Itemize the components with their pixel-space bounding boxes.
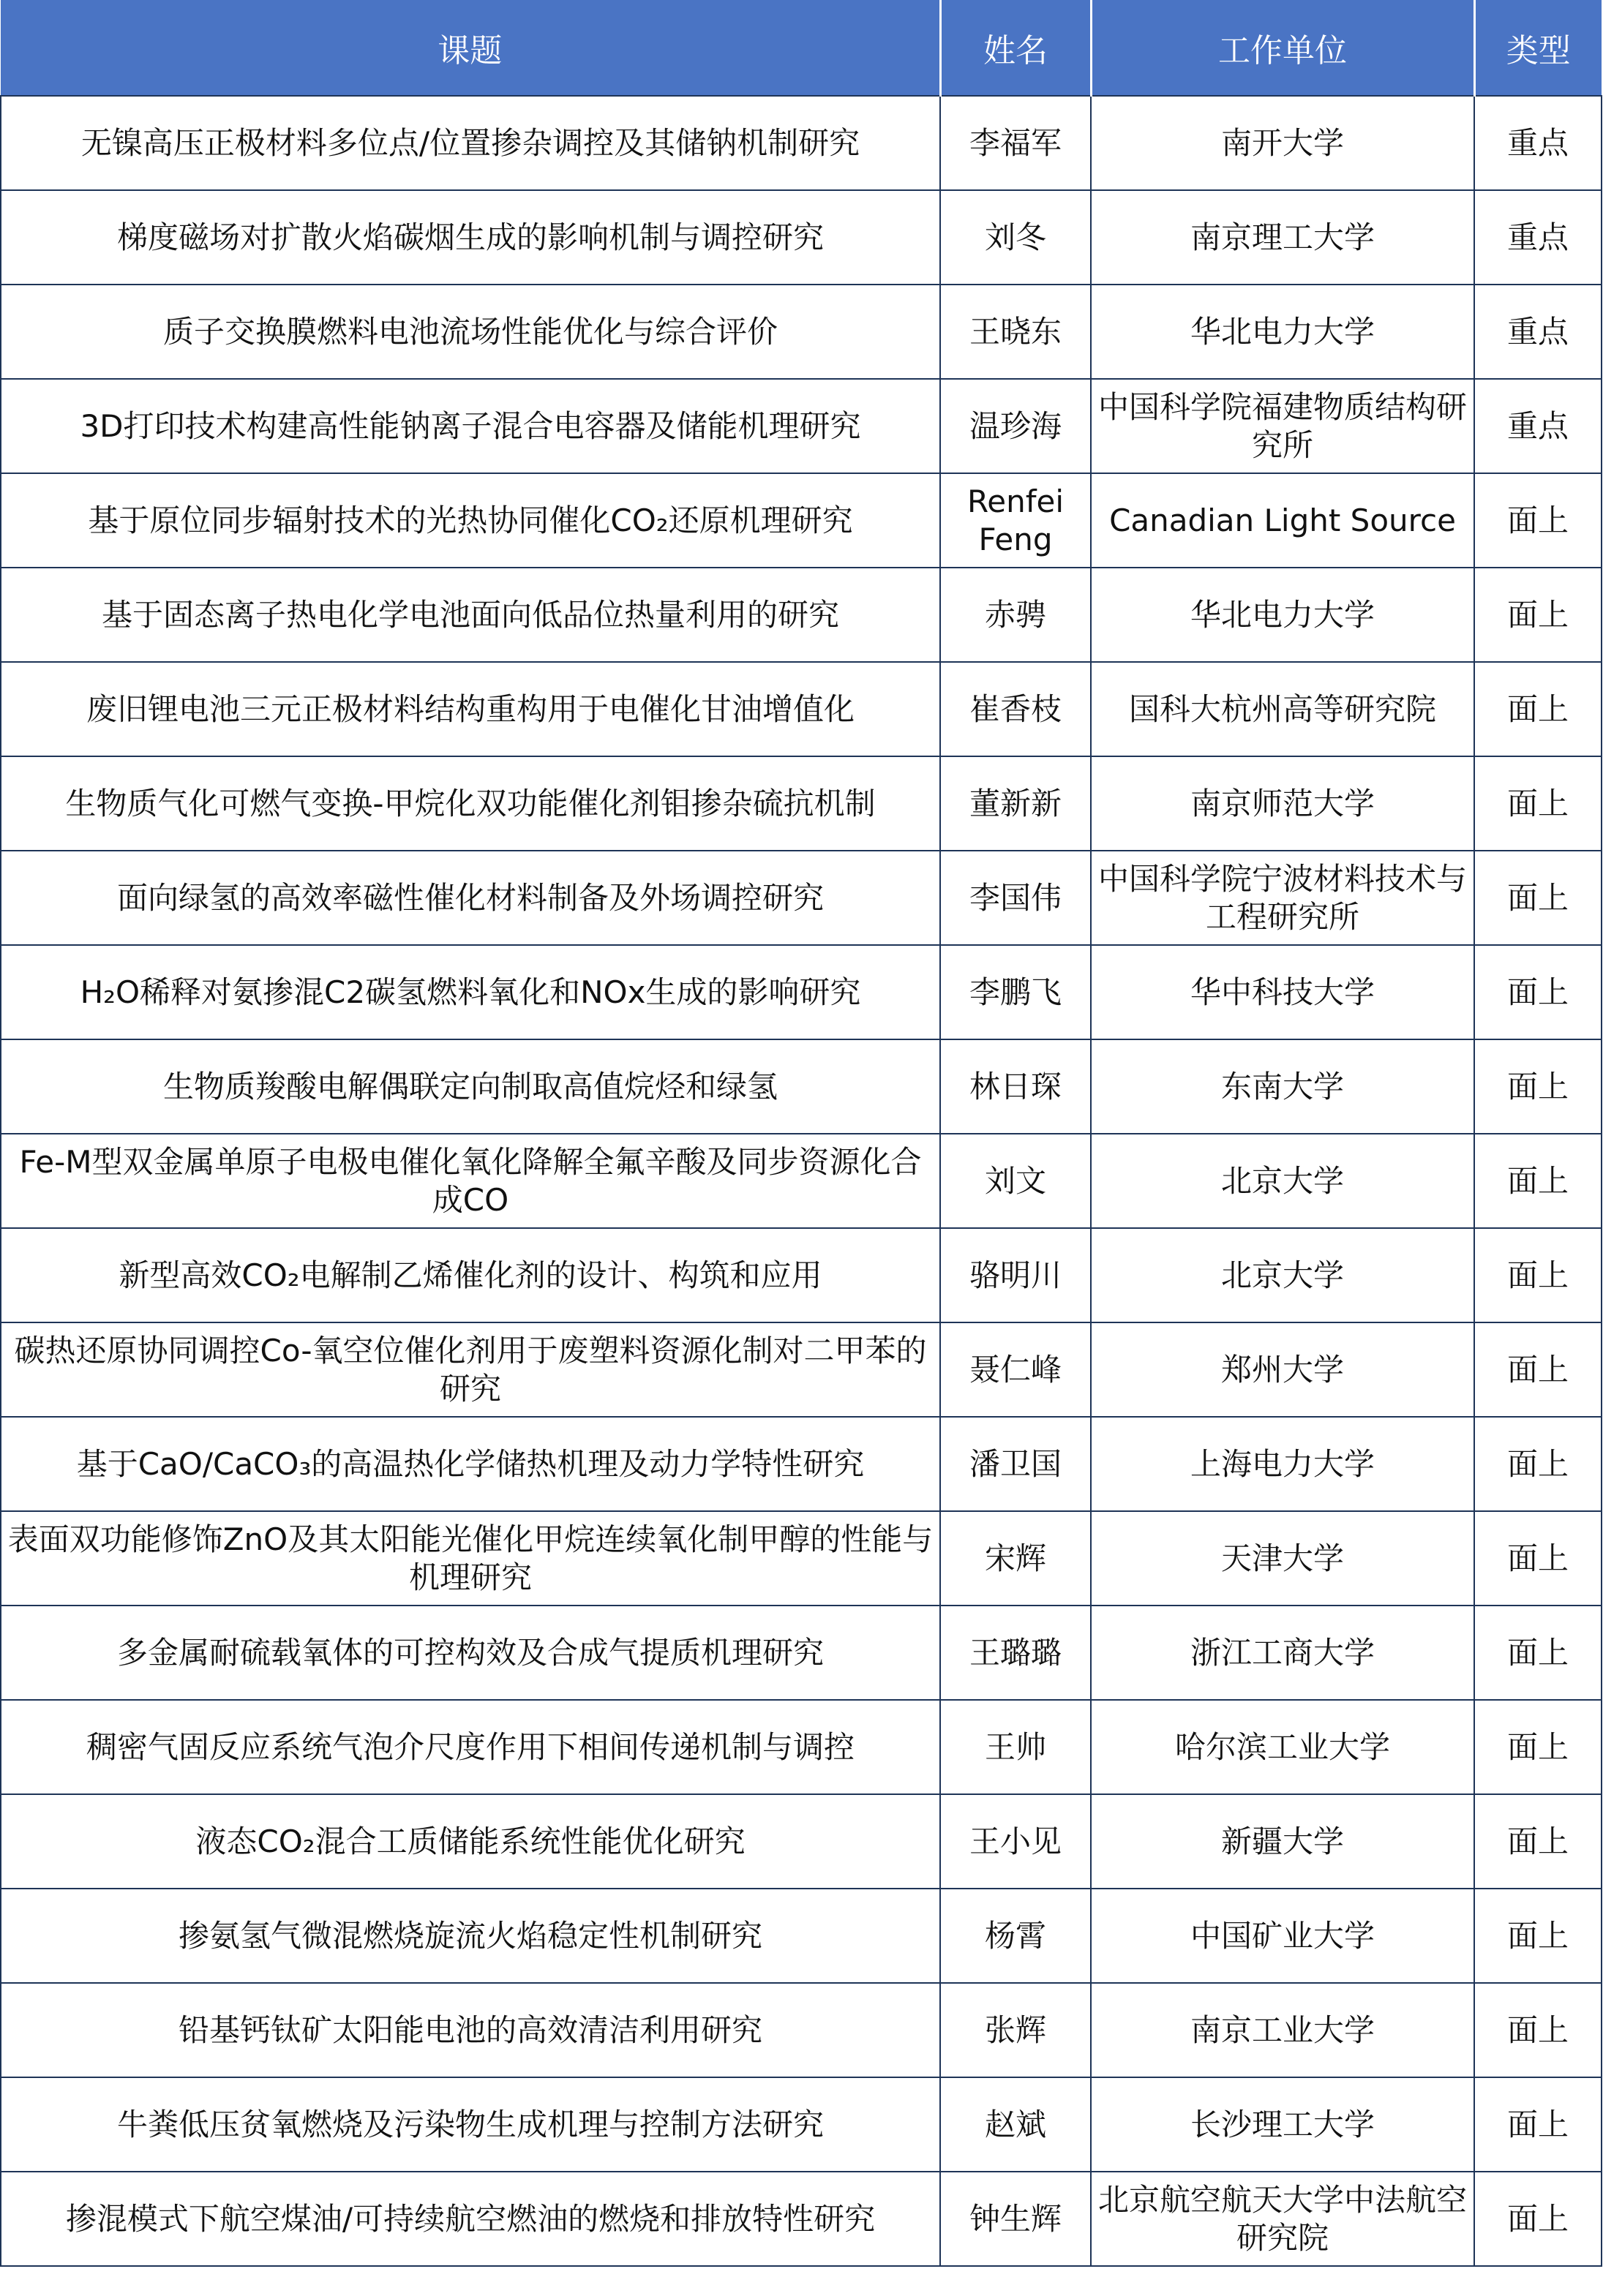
table-row <box>1 379 1602 473</box>
table-row <box>1 1039 1602 1134</box>
cell-topic: 稠密气固反应系统气泡介尺度作用下相间传递机制与调控 <box>1 1700 940 1794</box>
table-body <box>1 96 1602 2266</box>
cell-name: 宋辉 <box>940 1511 1091 1606</box>
cell-topic: 液态CO₂混合工质储能系统性能优化研究 <box>1 1794 940 1889</box>
cell-name: 温珍海 <box>940 379 1091 473</box>
cell-name: 赵斌 <box>940 2077 1091 2172</box>
cell-type: 面上 <box>1474 1794 1602 1889</box>
table-row <box>1 1228 1602 1322</box>
table-row <box>1 190 1602 285</box>
table-row <box>1 1700 1602 1794</box>
cell-type: 面上 <box>1474 851 1602 945</box>
cell-unit: 华北电力大学 <box>1091 568 1474 662</box>
cell-topic: 梯度磁场对扩散火焰碳烟生成的影响机制与调控研究 <box>1 190 940 285</box>
cell-unit: 中国科学院福建物质结构研究所 <box>1091 379 1474 473</box>
cell-type: 面上 <box>1474 756 1602 851</box>
cell-unit: 南开大学 <box>1091 96 1474 190</box>
header-row <box>1 0 1602 96</box>
cell-unit: Canadian Light Source <box>1091 473 1474 568</box>
header-unit: 工作单位 <box>1091 0 1474 96</box>
cell-type: 面上 <box>1474 2077 1602 2172</box>
header-type: 类型 <box>1474 0 1602 96</box>
table-row <box>1 756 1602 851</box>
cell-name: 钟生辉 <box>940 2172 1091 2266</box>
cell-type: 重点 <box>1474 285 1602 379</box>
cell-unit: 新疆大学 <box>1091 1794 1474 1889</box>
cell-unit: 南京工业大学 <box>1091 1983 1474 2077</box>
table-header <box>1 0 1602 96</box>
cell-unit: 南京理工大学 <box>1091 190 1474 285</box>
cell-type: 面上 <box>1474 473 1602 568</box>
cell-unit: 北京大学 <box>1091 1228 1474 1322</box>
table-row <box>1 851 1602 945</box>
cell-name: 骆明川 <box>940 1228 1091 1322</box>
table-row <box>1 1889 1602 1983</box>
cell-unit: 天津大学 <box>1091 1511 1474 1606</box>
header-name: 姓名 <box>940 0 1091 96</box>
cell-topic: H₂O稀释对氨掺混C2碳氢燃料氧化和NOx生成的影响研究 <box>1 945 940 1039</box>
cell-type: 面上 <box>1474 1983 1602 2077</box>
cell-unit: 北京航空航天大学中法航空研究院 <box>1091 2172 1474 2266</box>
cell-unit: 中国科学院宁波材料技术与工程研究所 <box>1091 851 1474 945</box>
cell-unit: 浙江工商大学 <box>1091 1606 1474 1700</box>
cell-topic: 新型高效CO₂电解制乙烯催化剂的设计、构筑和应用 <box>1 1228 940 1322</box>
cell-name: 崔香枝 <box>940 662 1091 756</box>
cell-name: 杨霄 <box>940 1889 1091 1983</box>
cell-topic: 表面双功能修饰ZnO及其太阳能光催化甲烷连续氧化制甲醇的性能与机理研究 <box>1 1511 940 1606</box>
cell-type: 面上 <box>1474 2172 1602 2266</box>
cell-unit: 上海电力大学 <box>1091 1417 1474 1511</box>
cell-unit: 东南大学 <box>1091 1039 1474 1134</box>
cell-type: 面上 <box>1474 1889 1602 1983</box>
table-row <box>1 1794 1602 1889</box>
cell-topic: 牛粪低压贫氧燃烧及污染物生成机理与控制方法研究 <box>1 2077 940 2172</box>
cell-topic: 铅基钙钛矿太阳能电池的高效清洁利用研究 <box>1 1983 940 2077</box>
cell-unit: 哈尔滨工业大学 <box>1091 1700 1474 1794</box>
cell-name: Renfei Feng <box>940 473 1091 568</box>
cell-name: 王晓东 <box>940 285 1091 379</box>
cell-type: 面上 <box>1474 1606 1602 1700</box>
table-row <box>1 662 1602 756</box>
cell-topic: 基于CaO/CaCO₃的高温热化学储热机理及动力学特性研究 <box>1 1417 940 1511</box>
cell-unit: 南京师范大学 <box>1091 756 1474 851</box>
cell-unit: 郑州大学 <box>1091 1322 1474 1417</box>
table-row <box>1 568 1602 662</box>
cell-topic: 废旧锂电池三元正极材料结构重构用于电催化甘油增值化 <box>1 662 940 756</box>
cell-type: 面上 <box>1474 568 1602 662</box>
cell-topic: 基于原位同步辐射技术的光热协同催化CO₂还原机理研究 <box>1 473 940 568</box>
cell-topic: 生物质羧酸电解偶联定向制取高值烷烃和绿氢 <box>1 1039 940 1134</box>
table-row <box>1 1511 1602 1606</box>
cell-unit: 国科大杭州高等研究院 <box>1091 662 1474 756</box>
cell-type: 面上 <box>1474 1134 1602 1228</box>
table-row <box>1 96 1602 190</box>
cell-name: 刘文 <box>940 1134 1091 1228</box>
cell-name: 王帅 <box>940 1700 1091 1794</box>
cell-name: 王璐璐 <box>940 1606 1091 1700</box>
table-row <box>1 473 1602 568</box>
cell-name: 李国伟 <box>940 851 1091 945</box>
cell-topic: 生物质气化可燃气变换-甲烷化双功能催化剂钼掺杂硫抗机制 <box>1 756 940 851</box>
cell-unit: 华中科技大学 <box>1091 945 1474 1039</box>
cell-type: 面上 <box>1474 662 1602 756</box>
cell-topic: 掺混模式下航空煤油/可持续航空燃油的燃烧和排放特性研究 <box>1 2172 940 2266</box>
table-row <box>1 1322 1602 1417</box>
cell-name: 李鹏飞 <box>940 945 1091 1039</box>
cell-name: 聂仁峰 <box>940 1322 1091 1417</box>
cell-type: 重点 <box>1474 379 1602 473</box>
cell-name: 张辉 <box>940 1983 1091 2077</box>
cell-type: 面上 <box>1474 1700 1602 1794</box>
cell-unit: 中国矿业大学 <box>1091 1889 1474 1983</box>
table-row <box>1 1417 1602 1511</box>
table-row <box>1 285 1602 379</box>
cell-unit: 长沙理工大学 <box>1091 2077 1474 2172</box>
header-topic: 课题 <box>1 0 940 96</box>
table-row <box>1 2077 1602 2172</box>
cell-topic: 基于固态离子热电化学电池面向低品位热量利用的研究 <box>1 568 940 662</box>
table-row <box>1 1983 1602 2077</box>
cell-type: 面上 <box>1474 1039 1602 1134</box>
cell-topic: 无镍高压正极材料多位点/位置掺杂调控及其储钠机制研究 <box>1 96 940 190</box>
cell-name: 王小见 <box>940 1794 1091 1889</box>
cell-type: 面上 <box>1474 945 1602 1039</box>
table-row <box>1 1134 1602 1228</box>
cell-type: 面上 <box>1474 1228 1602 1322</box>
cell-name: 赤骋 <box>940 568 1091 662</box>
cell-unit: 华北电力大学 <box>1091 285 1474 379</box>
cell-topic: 质子交换膜燃料电池流场性能优化与综合评价 <box>1 285 940 379</box>
cell-topic: 3D打印技术构建高性能钠离子混合电容器及储能机理研究 <box>1 379 940 473</box>
cell-unit: 北京大学 <box>1091 1134 1474 1228</box>
cell-type: 面上 <box>1474 1417 1602 1511</box>
cell-type: 面上 <box>1474 1511 1602 1606</box>
cell-topic: 碳热还原协同调控Co-氧空位催化剂用于废塑料资源化制对二甲苯的研究 <box>1 1322 940 1417</box>
cell-name: 李福军 <box>940 96 1091 190</box>
cell-topic: 面向绿氢的高效率磁性催化材料制备及外场调控研究 <box>1 851 940 945</box>
cell-topic: 多金属耐硫载氧体的可控构效及合成气提质机理研究 <box>1 1606 940 1700</box>
cell-name: 董新新 <box>940 756 1091 851</box>
cell-name: 潘卫国 <box>940 1417 1091 1511</box>
cell-type: 面上 <box>1474 1322 1602 1417</box>
cell-type: 重点 <box>1474 190 1602 285</box>
cell-topic: Fe-M型双金属单原子电极电催化氧化降解全氟辛酸及同步资源化合成CO <box>1 1134 940 1228</box>
cell-name: 林日琛 <box>940 1039 1091 1134</box>
table-row <box>1 945 1602 1039</box>
table-row <box>1 1606 1602 1700</box>
cell-topic: 掺氨氢气微混燃烧旋流火焰稳定性机制研究 <box>1 1889 940 1983</box>
cell-name: 刘冬 <box>940 190 1091 285</box>
cell-type: 重点 <box>1474 96 1602 190</box>
table-row <box>1 2172 1602 2266</box>
